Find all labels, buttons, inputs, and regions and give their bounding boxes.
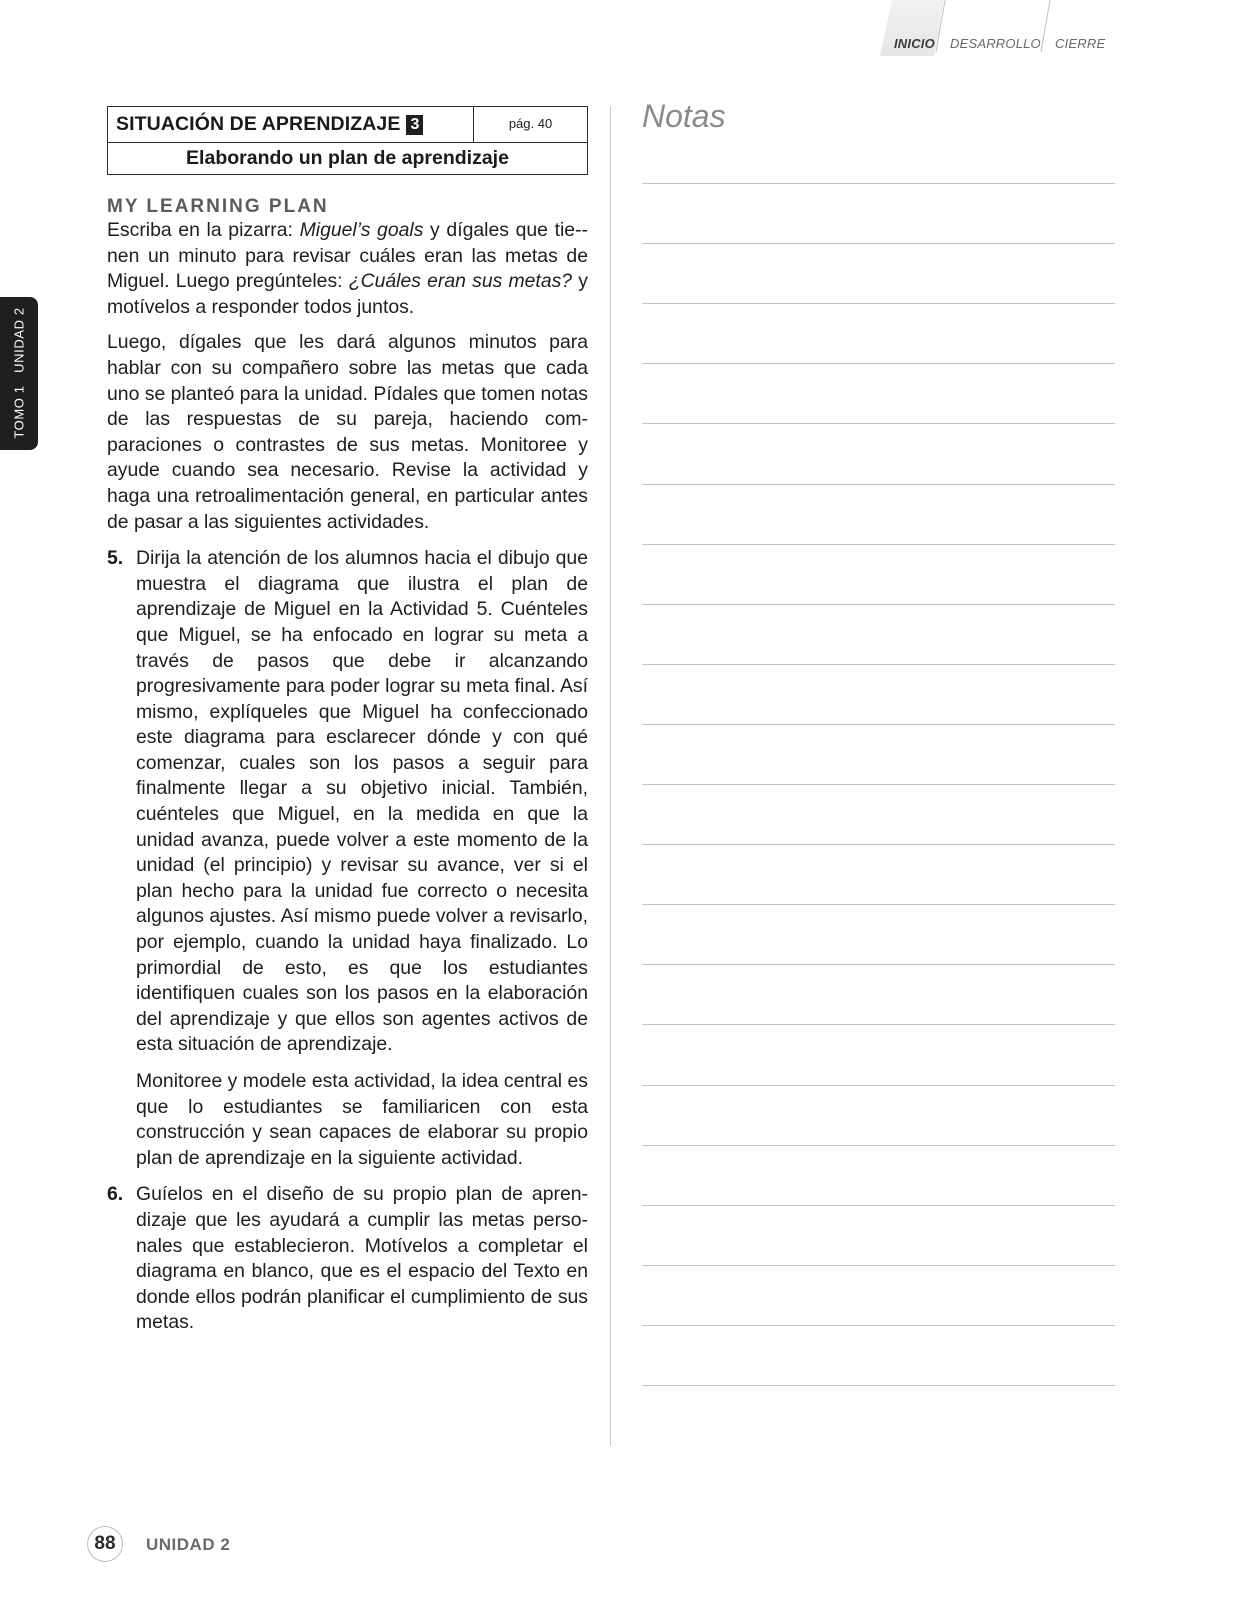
paragraph-text: Escriba en la pizarra: [107, 219, 300, 241]
note-line [642, 544, 1115, 545]
situation-number: 3 [406, 115, 423, 135]
section-heading: MY LEARNING PLAN [107, 196, 329, 217]
list-item-5 [107, 546, 588, 1171]
note-line [642, 1024, 1115, 1025]
nav-divider [1040, 0, 1050, 52]
item-number: 6. [107, 1183, 124, 1206]
note-line [642, 1085, 1115, 1086]
column-divider [610, 106, 611, 1446]
note-line [642, 1385, 1115, 1386]
note-line [642, 363, 1115, 364]
item-paragraph: Monitoree y modele esta actividad, la idea central es que lo estudiantes se familiaricen con esta construcción y sean capaces de elaborar su propio plan de aprendizaje en la siguiente actividad. [136, 1070, 588, 1169]
item-paragraph: Guíelos en el diseño de su propio plan de aprendizaje que les ayudará a cumplir las metas personales que establecieron. Motívelos a completar el diagrama en blanco, que es el espacio del Texto en donde ellos podrán planificar el cumplimiento de sus metas. [136, 1183, 588, 1334]
note-line [642, 964, 1115, 965]
note-line [642, 1145, 1115, 1146]
note-line [642, 844, 1115, 845]
second-paragraph: Luego, dígales que les dará algunos minutos para hablar con su compañero sobre las metas que cada uno se planteó para la unidad. Pídales que tomen notas de las respuestas de su pareja, haciendo comparaciones o contrastes de sus metas. Monitoree y ayude cuando sea necesario. Revise la actividad y haga una retroalimentación general, en particular antes de pasar a las siguientes actividades. [107, 331, 588, 533]
footer-unit-label: UNIDAD 2 [146, 1535, 231, 1554]
main-content [107, 106, 588, 1336]
note-line [642, 484, 1115, 485]
note-line [642, 423, 1115, 424]
list-item-6 [107, 1182, 588, 1336]
note-line [642, 303, 1115, 304]
note-line [642, 784, 1115, 785]
page-number: 88 [87, 1526, 123, 1562]
nav-desarrollo: DESARROLLO [950, 36, 1041, 51]
item-number: 5. [107, 547, 124, 570]
note-line [642, 243, 1115, 244]
page-reference: pág. 40 [508, 116, 553, 131]
note-line [642, 183, 1115, 184]
note-line [642, 604, 1115, 605]
note-line [642, 724, 1115, 725]
paragraph-emphasis: ¿Cuáles eran sus metas? [348, 270, 573, 293]
note-line [642, 1205, 1115, 1206]
note-line [642, 904, 1115, 905]
note-line [642, 664, 1115, 665]
paragraph-text: y motívelos a responder todos juntos. [107, 270, 588, 318]
intro-paragraph [107, 218, 588, 320]
situation-subtitle: Elaborando un plan de aprendizaje [186, 147, 509, 169]
paragraph-text: y dígales que tie-nen un minuto para revisar cuáles eran las metas de Miguel. Luego pregúnteles: [107, 219, 589, 293]
situation-title [108, 107, 474, 142]
situation-header-box [107, 106, 588, 175]
item-paragraph: Dirija la atención de los alumnos hacia el dibujo que muestra el diagrama que ilustra el plan de aprendizaje de Miguel en la Actividad 5. Cuénteles que Miguel, se ha enfocado en lograr su meta a través de pasos que debe ir alcanzando progresivamente para poder lograr su meta final. Así mismo, explíqueles que Miguel ha confeccionado este diagrama para esclarecer dónde y con qué comenzar, cuales son los pasos a seguir para finalmente llegar a su objetivo inicial. También, cuénteles que Miguel, en la medida en que la unidad avanza, puede volver a este momento de la unidad (el principio) y revisar su avance, ver si el plan hecho para la unidad fue correcto o necesita algunos ajustes. Así mismo puede volver a revisarlo, por ejemplo, cuando la unidad haya finalizado. Lo primordial de esto, es que los estudiantes identifiquen cuales son los pasos en la elaboración del aprendizaje y que ellos son agentes activos de esta situación de aprendizaje. [136, 547, 588, 1056]
note-line [642, 1265, 1115, 1266]
section-nav [880, 0, 1120, 56]
note-line [642, 1325, 1115, 1326]
nav-inicio: INICIO [894, 36, 935, 51]
volume-unit-label: TOMO 1 UNIDAD 2 [11, 307, 27, 439]
volume-unit-tab [0, 297, 38, 450]
paragraph-emphasis: Miguel’s goals [299, 219, 424, 241]
notes-title: Notas [642, 98, 726, 134]
nav-cierre: CIERRE [1055, 36, 1106, 51]
situation-title-text: SITUACIÓN DE APRENDIZAJE [116, 113, 401, 135]
